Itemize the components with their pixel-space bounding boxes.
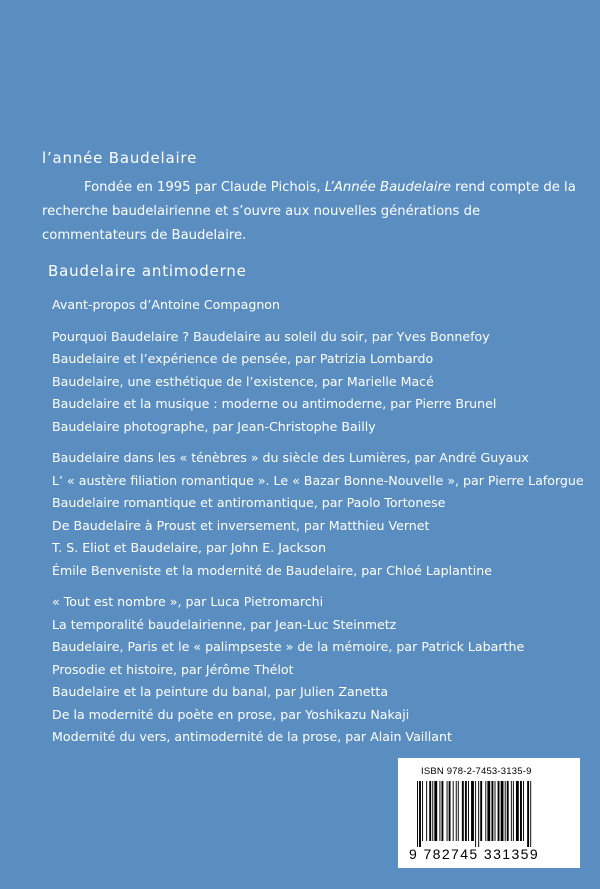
volume-title: Baudelaire antimoderne bbox=[48, 262, 247, 280]
barcode-bar bbox=[475, 781, 476, 847]
toc-entry: De Baudelaire à Proust et inversement, par Matthieu Vernet bbox=[52, 517, 430, 533]
toc-group bbox=[52, 447, 597, 582]
barcode-bar bbox=[465, 781, 467, 841]
toc-group bbox=[52, 326, 597, 439]
toc-entry: Baudelaire et la musique : moderne ou antimoderne, par Pierre Brunel bbox=[52, 396, 497, 411]
barcode-bar bbox=[516, 781, 519, 841]
barcode-bar bbox=[498, 781, 500, 841]
barcode-bar bbox=[513, 781, 514, 841]
barcode-bar bbox=[449, 781, 451, 841]
toc-group bbox=[52, 591, 597, 749]
isbn-label: ISBN 978-2-7453-3135-9 bbox=[421, 766, 532, 777]
intro-journal-title: L’Année Baudelaire bbox=[324, 180, 451, 195]
ean-digits: 9 782745 331359 bbox=[409, 846, 539, 862]
intro-text-end: rend compte de la recherche baudelairienne et s’ouvre aux nouvelles générations de commentateurs de Baudelaire. bbox=[42, 180, 576, 243]
series-description bbox=[42, 176, 582, 248]
barcode-bar bbox=[495, 781, 496, 841]
toc-entry: Émile Benveniste et la modernité de Baudelaire, par Chloé Laplantine bbox=[52, 562, 492, 578]
barcode-bar bbox=[507, 781, 509, 841]
table-of-contents bbox=[52, 294, 597, 758]
barcode-bar bbox=[487, 781, 490, 841]
barcode-bars bbox=[417, 781, 567, 847]
toc-entry: Baudelaire romantique et antiromantique, par Paolo Tortonese bbox=[52, 495, 446, 510]
toc-entry: Prosodie et histoire, par Jérôme Thélot bbox=[52, 661, 294, 677]
barcode-bar bbox=[453, 781, 454, 841]
toc-entry: T. S. Eliot et Baudelaire, par John E. Jackson bbox=[52, 540, 327, 555]
toc-foreword-group bbox=[52, 294, 597, 317]
barcode-bar bbox=[439, 781, 440, 841]
toc-entry: Baudelaire et l’expérience de pensée, par Patrizia Lombardo bbox=[52, 351, 434, 366]
toc-entry: L’ « austère filiation romantique ». Le « Bazar Bonne-Nouvelle », par Pierre Laforgue bbox=[52, 472, 584, 488]
series-title: l’année Baudelaire bbox=[42, 149, 198, 167]
toc-entry: Modernité du vers, antimodernité de la prose, par Alain Vaillant bbox=[52, 729, 452, 744]
toc-entry: Pourquoi Baudelaire ? Baudelaire au soleil du soir, par Yves Bonnefoy bbox=[52, 328, 490, 344]
barcode-bar bbox=[511, 781, 512, 841]
barcode-bar bbox=[480, 781, 482, 841]
toc-entry: La temporalité baudelairienne, par Jean-Luc Steinmetz bbox=[52, 616, 397, 632]
barcode-bar bbox=[471, 781, 474, 841]
toc-entry: De la modernité du poète en prose, par Yoshikazu Nakaji bbox=[52, 706, 410, 722]
barcode-bar bbox=[417, 781, 418, 847]
barcode-panel bbox=[398, 758, 580, 868]
barcode-bar bbox=[458, 781, 459, 841]
toc-entry: Baudelaire dans les « ténèbres » du siècle des Lumières, par André Guyaux bbox=[52, 450, 529, 465]
barcode-bar bbox=[468, 781, 469, 841]
barcode-bar bbox=[520, 781, 522, 841]
barcode-bar bbox=[523, 781, 524, 841]
toc-entry: Baudelaire photographe, par Jean-Christophe Bailly bbox=[52, 418, 376, 434]
barcode-bar bbox=[530, 781, 531, 847]
toc-entry: Baudelaire, une esthétique de l’existence, par Marielle Macé bbox=[52, 373, 434, 389]
barcode-bar bbox=[419, 781, 421, 847]
toc-entry: « Tout est nombre », par Luca Pietromarchi bbox=[52, 594, 324, 609]
toc-foreword: Avant-propos d’Antoine Compagnon bbox=[52, 297, 280, 312]
barcode-bar bbox=[456, 781, 457, 841]
barcode-bar bbox=[434, 781, 437, 841]
barcode-bar bbox=[462, 781, 464, 841]
barcode-bar bbox=[441, 781, 443, 841]
barcode-bar bbox=[491, 781, 493, 841]
barcode-bar bbox=[527, 781, 529, 847]
barcode-bar bbox=[505, 781, 506, 841]
barcode-bar bbox=[429, 781, 431, 841]
barcode-bar bbox=[447, 781, 448, 841]
barcode-bar bbox=[501, 781, 504, 841]
intro-text-start: Fondée en 1995 par Claude Pichois, bbox=[84, 180, 325, 195]
barcode-bar bbox=[426, 781, 427, 841]
barcode-bar bbox=[478, 781, 479, 847]
toc-entry: Baudelaire et la peinture du banal, par Julien Zanetta bbox=[52, 684, 389, 699]
barcode-bar bbox=[432, 781, 433, 841]
toc-entry: Baudelaire, Paris et le « palimpseste » de la mémoire, par Patrick Labarthe bbox=[52, 639, 525, 654]
barcode-bar bbox=[485, 781, 486, 841]
barcode-bar bbox=[422, 781, 423, 841]
